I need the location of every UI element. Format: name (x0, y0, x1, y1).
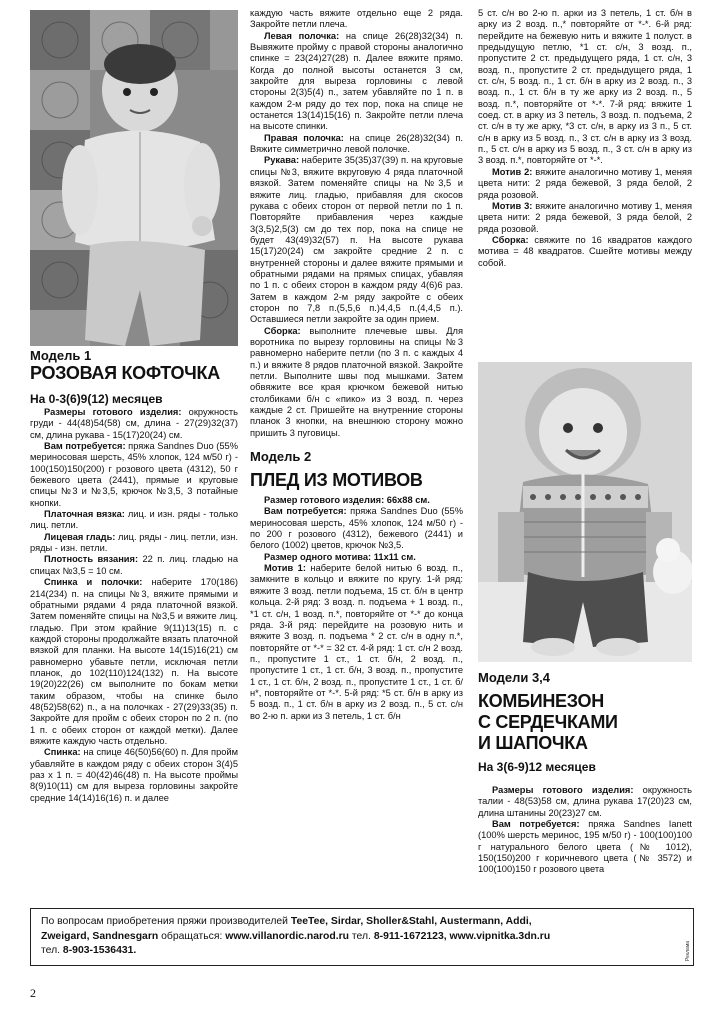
advertisement-side-label: Реклама (685, 940, 691, 961)
paragraph: каждую часть вяжите отдельно еще 2 ряда. Закройте петли плеча. (250, 8, 463, 30)
paragraph: Вам потребуется: пряжа Sandnes Duo (55% мериносовая шерсть, 45% хлопок, 124 м/50 г) - 100(150)150(200) г розового цвета (4312), 50 г бежевого цвета (2441), прямые и круговые спицы №3 и №3,5, крючок №3,5, 3 потайные кнопки. (30, 441, 238, 508)
paragraph: Спинка: на спице 46(50)56(60) п. Для пройм убавляйте в каждом ряду с обеих сторон 3(4)5 раз х 1 п. = 40(42)46(48) п. На высоте проймы 8(9)10(11) см для выреза горловины закройте средние 14(14)16(16) п. и далее (30, 747, 238, 803)
paragraph: Размеры готового изделия: окружность груди - 44(48)54(58) см, длина - 27(29)32(37) см, длина рукава - 15(17)20(24) см. (30, 407, 238, 440)
paragraph: Платочная вязка: лиц. и изн. ряды - только лиц. петли. (30, 509, 238, 531)
model-3-4-age: На 3(6-9)12 месяцев (478, 760, 596, 774)
paragraph: Плотность вязания: 22 п. лиц. гладью на спицах №3,5 = 10 см. (30, 554, 238, 576)
model-3-4-label: Модели 3,4 (478, 670, 551, 685)
paragraph: Вам потребуется: пряжа Sandnes Duo (55% мериносовая шерсть, 45% хлопок, 124 м/50 г) - по 200 г розового (4312), бежевого (2441) и белого (1002) цветов, крючок №3,5. (250, 506, 463, 551)
column-3-lower (478, 670, 692, 876)
paragraph: Левая полочка: на спице 26(28)32(34) п. Вывяжите пройму с правой стороны аналогично спинке = 23(24)27(28) п. Далее вяжите прямо. Когда до полной высоты останется 3 см, закройте для выреза горловины с левой стороны 2(3)5(4) п., затем убавляйте по 1 п. в каждом 2-м ряду до тех пор, пока на спице не останется 13(14)15(16) п. Закройте петли плеча на высоте спинки. (250, 30, 463, 132)
paragraph: Мотив 1: наберите белой нитью 6 возд. п., замкните в кольцо и вяжите по кругу. 1-й ряд: вяжите 3 возд. петли подъема, 15 ст. б/н в центр кольца. 2-й ряд: 3 возд. п. подъема + 1 возд. п., *1 ст. с/н, 1 возд. п.*, повторяйте от *-* до конца ряда. 3-й ряд: перейдите на розовую нить и вяжите 3 возд. п. подъема * 2 ст. с/н в одну п.*, повторяйте от *-* = 32 ст. 4-й ряд: 1 ст. с/н 2 возд. п., пропустите 1 ст., 1 ст. б/н, 2 возд. п., пропустите 1 ст., 1 ст. б/н, 3 возд. п., пропустите 1 ст., 1 ст. б/н, 2 возд. п., пропустите 1 ст., 1 ст. б/н*, повторяйте от *-*. 5-й ряд: *5 ст. б/н в арку из 5 возд. п., 1 ст. б/н в арку из 2 возд. п., 5 ст. с/н во 2-ю п. арки из 3 петель, 1 ст. б/н (250, 563, 463, 721)
model-3-4-title-line-1: КОМБИНЕЗОН (478, 691, 604, 711)
model-3-4-title-line-3: И ШАПОЧКА (478, 733, 588, 753)
advertisement-text: По вопросам приобретения пряжи производителей TeeTee, Sirdar, Sholler&Stahl, Austermann, Addi, Zweigard, Sandnesgarn обращаться: www.villanordic.narod.ru тел. 8-911-1672123, www.vipnitka.3dn.ru тел. 8-903-1536431. (41, 916, 551, 956)
model-2-label: Модель 2 (250, 449, 312, 465)
paragraph: Правая полочка: на спице 26(28)32(34) п. Вяжите симметрично левой полочке. (250, 132, 463, 155)
photo-baby-pink-cardigan-image (30, 10, 238, 346)
model-1-label: Модель 1 (30, 348, 92, 363)
paragraph: Рукава: наберите 35(35)37(39) п. на круговые спицы №3, вяжите вкруговую 4 ряда платочной вязкой. Затем поменяйте спицы на №3,5 и вяжите лиц. гладью, прибавляя для скосов рукава с обеих сторон от первой петли по 1 п. Повторяйте прибавления через каждые 3(3,5)2,5(3) см до тех пор, пока на спице не будет 43(49)32(57) п. На высоте рукава 15(17)20(24) см закройте средние 2 п. с внутренней стороны и далее вяжите прямыми и обратными рядами на прямых спицах, убавляя по 1 п. с обеих сторон в каждом ряду 4(6)6 раз. Затем в каждом 2-м ряду закройте с обеих сторон по 7,8 п.(5,5,6 п.)4,4,5 п.(4,4,5 п.). Оставшиеся петли закройте за один прием. (250, 155, 463, 325)
paragraph: Размер одного мотива: 11х11 см. (264, 551, 416, 562)
paragraph: Спинка и полочки: наберите 170(186) 214(234) п. на спицы №3, вяжите прямыми и обратными рядами 4 ряда платочной вязкой. Затем поменяйте спицы на №3,5 и вяжите лиц. гладью. При этом крайние 9(11)13(15) п. с каждой стороны продолжайте вязать платочной вязкой для планки. На высоте 14(15)16(21) см равномерно убавьте петли, исключая петли планок, до 102(110)124(132) п. На высоте 19(20)22(26) см выполните по бокам метки таким образом, чтобы на спинке было 48(52)58(62) п., а на полочках - 27(29)33(35) п. Закройте для пройм с обеих сторон по 2 п. (по 1 п. с обеих сторон от каждой метки). Далее вяжите каждую часть отдельно. (30, 577, 238, 746)
paragraph: Сборка: выполните плечевые швы. Для воротника по вырезу горловины на спицы №3 равномерно наберите петли (по 3 п. с каждых 4 п.) и вяжите 8 рядов платочной вязкой. Закройте петли. Выполните швы под мышками. Затем обвяжите все края крючком бежевой нитью столбиками б/н с «пико» из 3 возд. п. через каждые 2 ст. Пришейте на внутренние стороны планок 3 кнопки, на внешнюю сторону можно пришить 3 пуговицы. (250, 325, 463, 438)
column-3 (478, 8, 692, 269)
photo-baby-overalls-hat (478, 362, 692, 662)
page-number: 2 (30, 986, 36, 1000)
paragraph: Размер готового изделия: 66х88 см. (264, 495, 430, 506)
paragraph: Мотив 2: вяжите аналогично мотиву 1, меняя цвета нити: 2 ряда бежевой, 3 ряда белой, 2 ряда розовой. (478, 166, 693, 200)
model-1-body (30, 407, 238, 804)
model-1-age: На 0-3(6)9(12) месяцев (30, 392, 163, 406)
column-2 (250, 8, 463, 722)
model-1-title: РОЗОВАЯ КОФТОЧКА (30, 363, 220, 383)
paragraph: Лицевая гладь: лиц. ряды - лиц. петли, изн. ряды - изн. петли. (30, 531, 238, 554)
column-1 (30, 348, 238, 804)
paragraph: Вам потребуется: пряжа Sandnes Ianett (100% шерсть меринос, 195 м/50 г) - 100(100)100 г натурального белого цвета (№ 1012), 150(150)200 г коричневого цвета (№ 3572) и 100(100)150 г розового цвета (478, 819, 692, 875)
paragraph: 5 ст. с/н во 2-ю п. арки из 3 петель, 1 ст. б/н в арку из 2 возд. п.,* повторяйте от *-*. 6-й ряд: перейдите на бежевую нить и вяжите 1 полуст. в предыдущую петлю, *1 ст. с/н, 3 возд. п., пропустите 2 ст. предыдущего ряда, 1 ст. с/н, 3 возд. п., пропустите 2 ст. предыдущего ряда, 1 ст. с/н, 5 возд. п., 1 ст. б/н в арку из 2 возд. п., 3 возд. п., 1 ст. б/н в ту же арку из 2 возд. п., 5 возд. п.*, повторяйте от *-*. 7-й ряд: вяжите 1 соед. ст. в арку из 3 петель, 3 возд. п. подъема, 2 ст. с/н в ту же арку, *3 ст. с/н, в арку из 3 п., 5 ст. с/н в арку из 5 возд. п., 3 ст. с/н в арку из 3 возд. п., 5 ст. с/н в арку из 5 возд. п., 3 ст. с/н в арку из 3 возд. п.*, повторяйте от *-*. (478, 8, 692, 166)
model-2-title: ПЛЕД ИЗ МОТИВОВ (250, 470, 423, 491)
model-3-4-title-line-2: С СЕРДЕЧКАМИ (478, 712, 618, 732)
paragraph: Мотив 3: вяжите аналогично мотиву 1, меняя цвета нити: 2 ряда бежевой, 3 ряда белой, 2 ряда розовой. (478, 200, 693, 234)
paragraph: Размеры готового изделия: окружность талии - 48(53)58 см, длина рукава 17(20)23 см, длина штанины 20(23)27 см. (478, 785, 692, 818)
photo-baby-overalls-hat-image (478, 362, 692, 662)
advertisement-box (30, 908, 694, 966)
photo-baby-pink-cardigan (30, 10, 238, 346)
paragraph: Сборка: свяжите по 16 квадратов каждого мотива = 48 квадратов. Сшейте мотивы между собой. (478, 234, 692, 268)
